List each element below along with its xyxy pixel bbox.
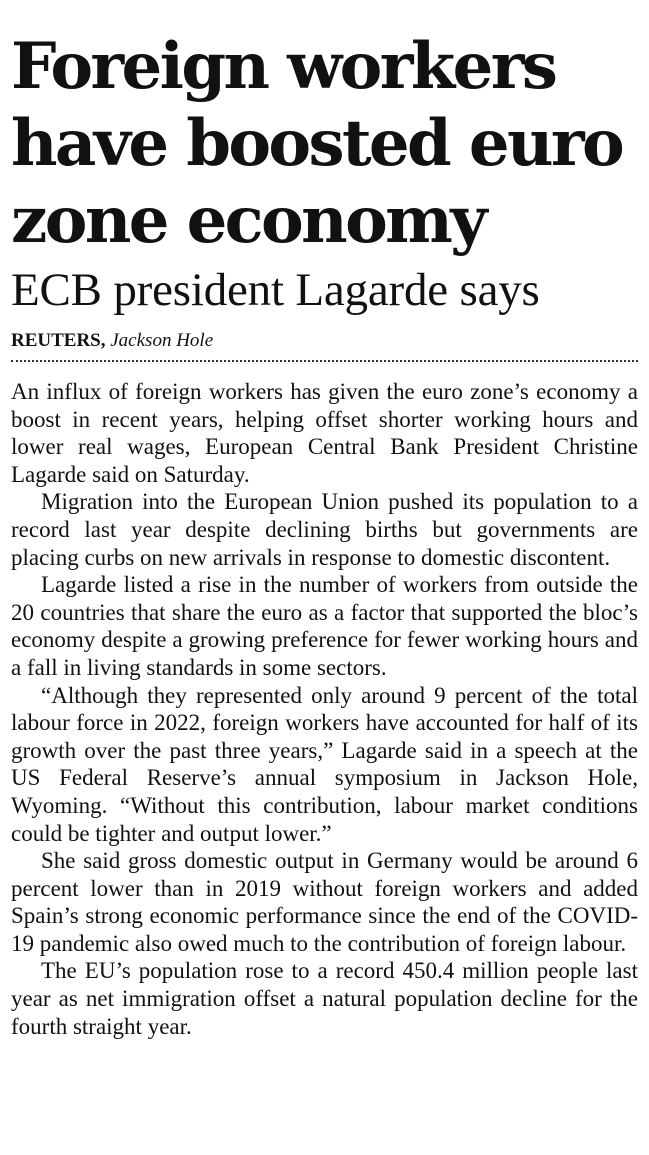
article-body — [11, 378, 638, 1040]
subheadline: ECB president Lagarde says — [11, 264, 540, 316]
body-paragraph: The EU’s population rose to a record 450.4 million people last year as net immigration offset a natural population decline for the fourth straight year. — [11, 958, 638, 1039]
byline-agency: REUTERS, — [11, 330, 106, 351]
body-paragraph: An influx of foreign workers has given the euro zone’s economy a boost in recent years, helping offset shorter working hours and lower real wages, European Central Bank President Christine Lagarde said on Saturday. — [11, 379, 638, 487]
dotted-divider — [11, 360, 638, 362]
headline: Foreign workers have boosted euro zone economy — [11, 29, 623, 258]
byline-location: Jackson Hole — [110, 330, 214, 351]
byline — [11, 329, 638, 355]
body-paragraph: “Although they represented only around 9 percent of the total labour force in 2022, foreign workers have accounted for half of its growth over the past three years,” Lagarde said in a speech at the US Federal Reserve’s annual symposium in Jackson Hole, Wyoming. “Without this contribution, labour market conditions could be tighter and output lower.” — [11, 682, 638, 846]
body-paragraph: Migration into the European Union pushed its population to a record last year despite declining births but governments are placing curbs on new arrivals in response to domestic discontent. — [11, 489, 638, 570]
body-paragraph: Lagarde listed a rise in the number of workers from outside the 20 countries that share the euro as a factor that supported the bloc’s economy despite a growing preference for fewer working hours and a fall in living standards in some sectors. — [11, 572, 638, 680]
body-paragraph: She said gross domestic output in Germany would be around 6 percent lower than in 2019 without foreign workers and added Spain’s strong economic performance since the end of the COVID-19 pandemic also owed much to the contribution of foreign labour. — [11, 848, 638, 956]
news-article — [11, 0, 638, 1040]
